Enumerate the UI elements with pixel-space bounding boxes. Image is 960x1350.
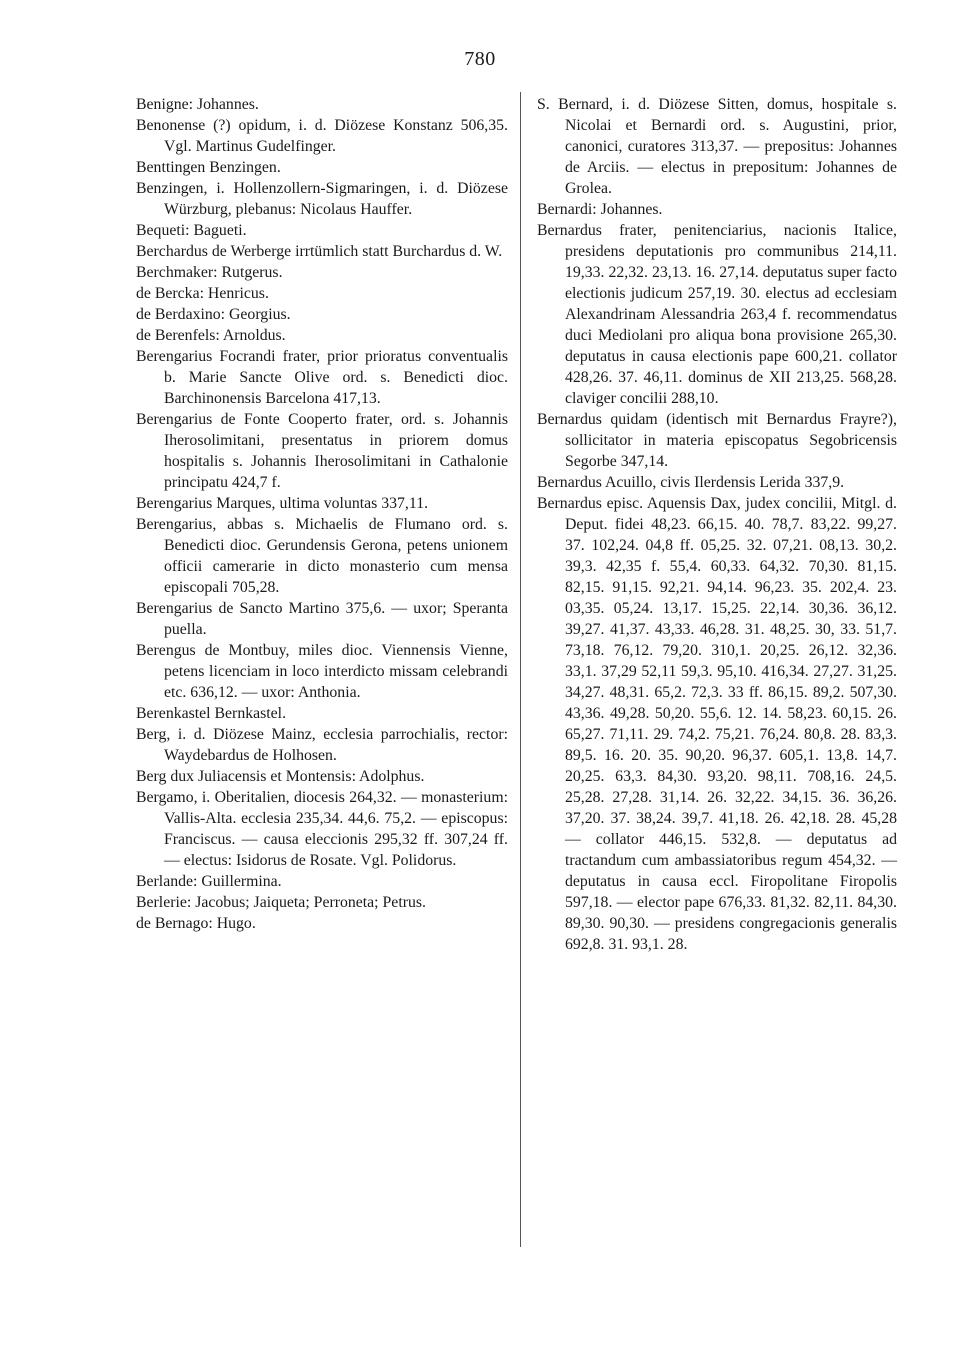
index-entry: Berg dux Juliacensis et Montensis: Adolphus. [136,768,425,785]
index-entry: Bernardus quidam (identisch mit Bernardus Frayre?), sollicitator in materia episcopatus Segobricensis Segorbe 347,14. [537,411,897,470]
index-entry: Berg, i. d. Diözese Mainz, ecclesia parrochialis, rector: Waydebardus de Holhosen. [136,726,508,764]
index-entry: Bequeti: Bagueti. [136,222,247,239]
column-divider [520,92,521,1247]
index-entry: Berlerie: Jacobus; Jaiqueta; Perroneta; Petrus. [136,894,426,911]
index-column-right [537,94,897,955]
index-entry: Berchardus de Werberge irrtümlich statt Burchardus d. W. [136,243,503,260]
index-entry: Berengus de Montbuy, miles dioc. Viennensis Vienne, petens licenciam in loco interdicto missam celebrandi etc. 636,12. — uxor: Anthonia. [136,642,508,701]
index-entry: de Bercka: Henricus. [136,285,269,302]
page-number: 780 [464,48,496,70]
index-column-left [136,94,508,934]
index-entry: Berchmaker: Rutgerus. [136,264,283,281]
index-entry: de Berenfels: Arnoldus. [136,327,286,344]
index-entry: Bernardus Acuillo, civis Ilerdensis Lerida 337,9. [537,474,845,491]
index-entry: de Berdaxino: Georgius. [136,306,291,323]
index-entry: Berengarius Focrandi frater, prior prioratus conventualis b. Marie Sancte Olive ord. s. Benedicti dioc. Barchinonensis Barcelona 417,13. [136,348,508,407]
index-entry: Benonense (?) opidum, i. d. Diözese Konstanz 506,35. Vgl. Martinus Gudelfinger. [136,117,508,155]
index-entry: Benzingen, i. Hollenzollern-Sigmaringen, i. d. Diözese Würzburg, plebanus: Nicolaus Hauffer. [136,180,508,218]
index-entry: de Bernago: Hugo. [136,915,256,932]
index-entry: Berengarius de Fonte Cooperto frater, ord. s. Johannis Iherosolimitani, presentatus in priorem domus hospitalis s. Johannis Iherosolimitani in Cathalonie principatu 424,7 f. [136,411,508,491]
index-entry: Bergamo, i. Oberitalien, diocesis 264,32. — monasterium: Vallis-Alta. ecclesia 235,34. 44,6. 75,2. — episcopus: Franciscus. — causa eleccionis 295,32 ff. 307,24 ff. — electus: Isidorus de Rosate. Vgl. Polidorus. [136,789,508,869]
index-entry: Benigne: Johannes. [136,96,259,113]
index-entry: Berengarius de Sancto Martino 375,6. — uxor; Speranta puella. [136,600,508,638]
index-entry: Bernardus episc. Aquensis Dax, judex concilii, Mitgl. d. Deput. fidei 48,23. 66,15. 40. 78,7. 83,22. 99,27. 37. 102,24. 04,8 ff. 05,25. 32. 07,21. 08,13. 30,2. 39,3. 42,35 f. 55,4. 60,33. 64,32. 70,30. 81,15. 82,15. 91,15. 92,21. 94,14. 96,23. 35. 202,4. 23. 03,35. 05,24. 13,17. 15,25. 22,14. 30,36. 36,12. 39,27. 41,37. 43,33. 46,28. 31. 48,25. 30, 33. 51,7. 73,18. 76,12. 79,20. 310,1. 20,25. 26,12. 32,36. 33,1. 37,29 52,11 59,3. 95,10. 416,34. 27,27. 31,25. 34,27. 48,31. 65,2. 72,3. 33 ff. 86,15. 89,2. 507,30. 43,36. 49,28. 50,20. 55,6. 12. 14. 58,23. 60,15. 26. 65,27. 71,11. 29. 74,2. 75,21. 76,24. 80,8. 28. 83,3. 89,5. 16. 20. 35. 90,20. 96,37. 605,1. 13,8. 14,7. 20,25. 63,3. 84,30. 93,20. 98,11. 708,16. 24,5. 25,28. 27,28. 31,14. 26. 32,22. 34,15. 36. 36,26. 37,20. 37. 38,24. 39,7. 41,18. 26. 42,18. 28. 45,28 — collator 446,15. 532,8. — deputatus ad tractandum cum ambassiatoribus regum 454,32. — deputatus in causa eccl. Firopolitane Firopolis 597,18. — elector pape 676,33. 81,32. 82,11. 84,30. 89,30. 90,30. — presidens congregacionis generalis 692,8. 31. 93,1. 28. [537,495,897,953]
index-entry: Benttingen Benzingen. [136,159,281,176]
index-entry: S. Bernard, i. d. Diözese Sitten, domus, hospitale s. Nicolai et Bernardi ord. s. Augustini, prior, canonici, curatores 313,37. — prepositus: Johannes de Arciis. — electus in prepositum: Johannes de Grolea. [537,96,897,197]
index-entry: Bernardi: Johannes. [537,201,663,218]
index-entry: Berenkastel Bernkastel. [136,705,287,722]
index-entry: Berengarius, abbas s. Michaelis de Flumano ord. s. Benedicti dioc. Gerundensis Gerona, petens unionem officii camerarie in dicto monasterio cum mensa episcopali 705,28. [136,516,508,596]
index-entry: Bernardus frater, penitenciarius, nacionis Italice, presidens deputationis pro communibus 214,11. 19,33. 22,32. 23,13. 16. 27,14. deputatus super facto electionis judicum 257,19. 30. electus ad ecclesiam Alexandrinam Alessandria 263,4 f. recommendatus duci Mediolani pro aliqua bona provisione 265,30. deputatus in causa electionis pape 600,21. collator 428,26. 37. 46,11. dominus de XII 213,25. 568,28. claviger concilii 288,10. [537,222,897,407]
index-entry: Berengarius Marques, ultima voluntas 337,11. [136,495,429,512]
index-entry: Berlande: Guillermina. [136,873,282,890]
